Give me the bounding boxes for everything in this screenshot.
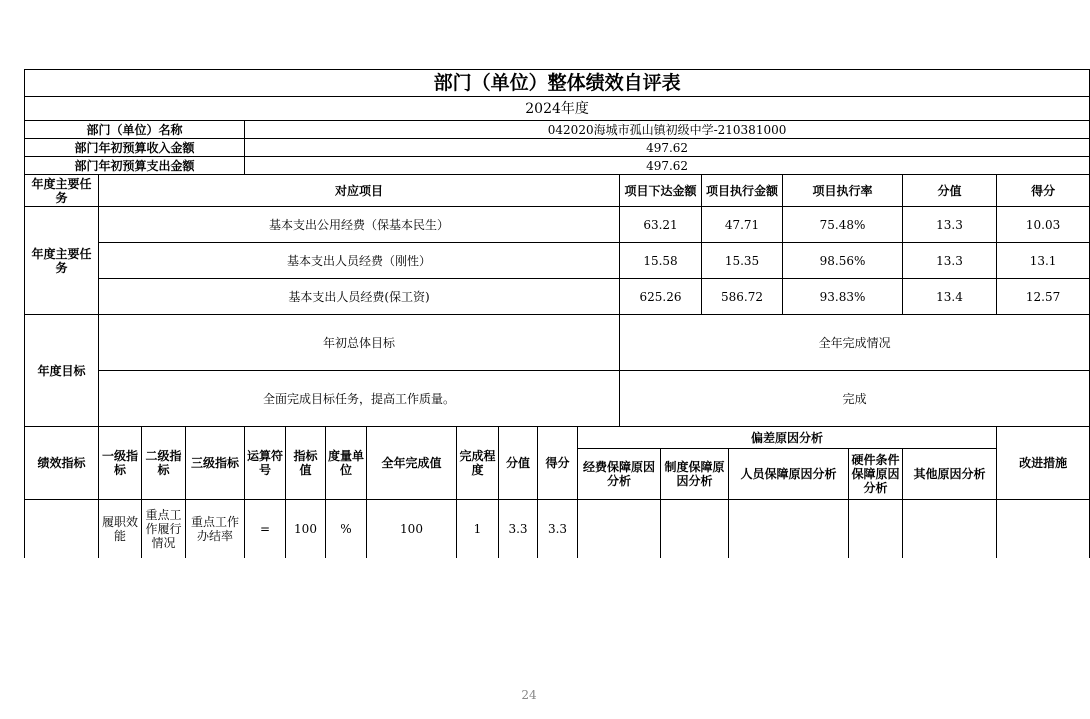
task-row (25, 279, 1090, 315)
perf-score-value: 3.3 (499, 500, 538, 559)
perf-unit-header: 度量单位 (326, 427, 367, 500)
task-issued-header: 项目下达金额 (620, 175, 702, 207)
dev-system-header: 制度保障原因分析 (661, 449, 729, 500)
dev-staff-header: 人员保障原因分析 (729, 449, 849, 500)
task-row (25, 243, 1090, 279)
perf-score: 3.3 (538, 500, 578, 559)
task-score: 12.57 (997, 279, 1090, 315)
goal-overall-label: 年初总体目标 (99, 315, 620, 371)
task-item: 基本支出公用经费（保基本民生） (99, 207, 620, 243)
goal-completion-label: 全年完成情况 (620, 315, 1090, 371)
task-issued: 15.58 (620, 243, 702, 279)
goal-section-label: 年度目标 (25, 315, 99, 427)
task-item: 基本支出人员经费(保工资) (99, 279, 620, 315)
dev-funding-header: 经费保障原因分析 (578, 449, 661, 500)
perf-improve (997, 500, 1090, 559)
page-number: 24 (521, 688, 537, 702)
task-row (25, 207, 1090, 243)
sheet-title: 部门（单位）整体绩效自评表 (25, 70, 1090, 97)
task-section-header: 年度主要任务 (25, 175, 99, 207)
task-executed: 15.35 (702, 243, 783, 279)
task-executed: 586.72 (702, 279, 783, 315)
perf-unit: % (326, 500, 367, 559)
perf-score-value-header: 分值 (499, 427, 538, 500)
task-score: 13.1 (997, 243, 1090, 279)
task-rate: 75.48% (783, 207, 903, 243)
perf-row-section-cell (25, 500, 99, 559)
perf-score-header: 得分 (538, 427, 578, 500)
budget-expense-value: 497.62 (245, 157, 1090, 175)
budget-expense-label: 部门年初预算支出金额 (25, 157, 245, 175)
task-issued: 63.21 (620, 207, 702, 243)
sheet-year: 2024年度 (25, 97, 1090, 121)
task-score-value: 13.3 (903, 243, 997, 279)
perf-target: 100 (286, 500, 326, 559)
perf-l2-header: 二级指标 (142, 427, 186, 500)
perf-actual-header: 全年完成值 (367, 427, 457, 500)
dept-name-label: 部门（单位）名称 (25, 121, 245, 139)
perf-l3-header: 三级指标 (186, 427, 245, 500)
perf-l3: 重点工作办结率 (186, 500, 245, 559)
task-issued: 625.26 (620, 279, 702, 315)
perf-section-label: 绩效指标 (25, 427, 99, 500)
perf-dev-system (661, 500, 729, 559)
task-executed-header: 项目执行金额 (702, 175, 783, 207)
task-executed: 47.71 (702, 207, 783, 243)
dev-hardware-header: 硬件条件保障原因分析 (849, 449, 903, 500)
task-score-value-header: 分值 (903, 175, 997, 207)
task-rate-header: 项目执行率 (783, 175, 903, 207)
perf-dev-hardware (849, 500, 903, 559)
perf-deviation-header: 偏差原因分析 (578, 427, 997, 449)
task-item: 基本支出人员经费（刚性） (99, 243, 620, 279)
perf-actual: 100 (367, 500, 457, 559)
task-item-header: 对应项目 (99, 175, 620, 207)
budget-income-label: 部门年初预算收入金额 (25, 139, 245, 157)
goal-overall-value: 全面完成目标任务，提高工作质量。 (99, 371, 620, 427)
perf-l2: 重点工作履行情况 (142, 500, 186, 559)
perf-row (25, 500, 1090, 559)
task-score: 10.03 (997, 207, 1090, 243)
evaluation-table (24, 69, 1090, 558)
perf-dev-funding (578, 500, 661, 559)
task-score-header: 得分 (997, 175, 1090, 207)
perf-degree-header: 完成程度 (457, 427, 499, 500)
task-score-value: 13.4 (903, 279, 997, 315)
perf-l1: 履职效能 (99, 500, 142, 559)
perf-dev-other (903, 500, 997, 559)
task-section-label: 年度主要任务 (25, 207, 99, 315)
perf-degree: 1 (457, 500, 499, 559)
perf-op: = (245, 500, 286, 559)
perf-l1-header: 一级指标 (99, 427, 142, 500)
goal-completion-value: 完成 (620, 371, 1090, 427)
dev-other-header: 其他原因分析 (903, 449, 997, 500)
task-rate: 98.56% (783, 243, 903, 279)
dept-name-value: 042020海城市孤山镇初级中学-210381000 (245, 121, 1090, 139)
task-rate: 93.83% (783, 279, 903, 315)
perf-dev-staff (729, 500, 849, 559)
task-score-value: 13.3 (903, 207, 997, 243)
perf-op-header: 运算符号 (245, 427, 286, 500)
perf-improve-header: 改进措施 (997, 427, 1090, 500)
evaluation-sheet (24, 69, 1068, 558)
perf-target-header: 指标值 (286, 427, 326, 500)
budget-income-value: 497.62 (245, 139, 1090, 157)
